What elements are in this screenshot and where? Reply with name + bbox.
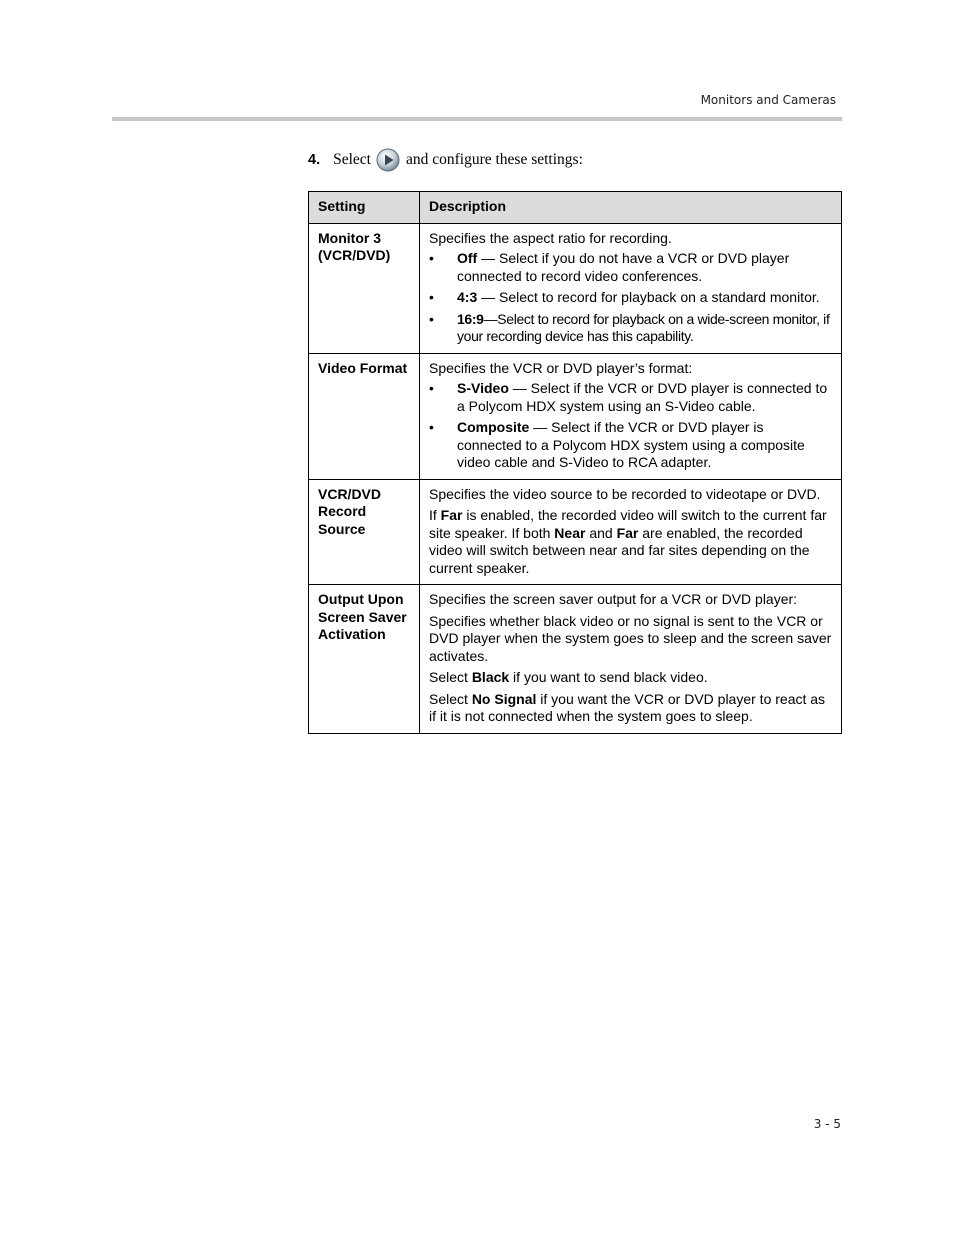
- description-paragraph: Specifies whether black video or no signal is sent to the VCR or DVD player when the system goes to sleep and the screen saver activates.: [429, 612, 832, 664]
- text-run: is enabled, the recorded video will switch to the current far site speaker. If both: [429, 507, 827, 541]
- option-list: [429, 380, 832, 472]
- step-number: 4.: [308, 152, 321, 168]
- list-item: [429, 311, 832, 346]
- description-intro: Specifies the aspect ratio for recording.: [429, 229, 672, 246]
- option-term: Off: [457, 250, 478, 266]
- text-run: Select: [429, 669, 472, 685]
- table-row: [309, 353, 842, 479]
- page-number: 3 - 5: [813, 1117, 841, 1131]
- text-run: and: [585, 524, 617, 541]
- description-paragraph: [429, 691, 832, 726]
- bold-term: Black: [471, 669, 510, 685]
- option-text: — Select if the VCR or DVD player is connected to a Polycom HDX system using a composite video cable and S-Video to RCA adapter.: [457, 419, 805, 470]
- table-row: [309, 479, 842, 585]
- column-header-description: Description: [420, 192, 842, 224]
- text-run: Select: [429, 690, 472, 707]
- option-text: —Select to record for playback on a wide-screen monitor, if your recording device has this capability.: [457, 310, 830, 344]
- description-paragraph: [429, 669, 832, 687]
- running-header: Monitors and Cameras: [700, 93, 836, 107]
- option-term: 16:9: [457, 310, 484, 327]
- step-text-after: and configure these settings:: [405, 151, 583, 168]
- setting-description: [420, 353, 842, 479]
- setting-name: Output Upon Screen Saver Activation: [309, 585, 420, 734]
- list-item: [429, 380, 832, 415]
- table-row: [309, 585, 842, 734]
- description-intro: Specifies the VCR or DVD player’s format:: [429, 359, 693, 376]
- bold-term: Far: [616, 524, 639, 541]
- list-item: [429, 250, 832, 285]
- setting-description: [420, 479, 842, 585]
- table-row: [309, 223, 842, 353]
- play-icon[interactable]: [376, 148, 400, 172]
- list-item: [429, 289, 832, 307]
- setting-name: Monitor 3 (VCR/DVD): [309, 223, 420, 353]
- table-header-row: [309, 192, 842, 224]
- option-text: — Select to record for playback on a standard monitor.: [477, 289, 820, 305]
- description-paragraph: [429, 507, 832, 577]
- option-text: — Select if the VCR or DVD player is connected to a Polycom HDX system using an S-Video cable.: [457, 380, 828, 414]
- bold-term: Far: [440, 507, 463, 523]
- option-term: S-Video: [457, 380, 509, 396]
- setting-description: [420, 585, 842, 734]
- step-text-before: Select: [333, 151, 371, 168]
- step-instruction: [308, 146, 583, 174]
- settings-table: [308, 191, 842, 734]
- option-list: [429, 250, 832, 346]
- text-run: If: [429, 507, 441, 523]
- setting-name: Video Format: [309, 353, 420, 479]
- column-header-setting: Setting: [309, 192, 420, 224]
- text-run: are enabled, the recorded video will switch between near and far sites depending on the current speaker.: [429, 524, 810, 576]
- setting-description: [420, 223, 842, 353]
- description-paragraph: Specifies the screen saver output for a VCR or DVD player:: [429, 591, 798, 607]
- header-divider: [112, 117, 842, 121]
- text-run: if you want to send black video.: [509, 669, 708, 685]
- text-run: if you want the VCR or DVD player to react as if it is not connected when the system goes to sleep.: [429, 690, 826, 724]
- list-item: [429, 419, 832, 472]
- option-term: 4:3: [457, 289, 478, 305]
- bold-term: Near: [554, 524, 586, 541]
- setting-name: VCR/DVD Record Source: [309, 479, 420, 585]
- option-text: — Select if you do not have a VCR or DVD player connected to record video conferences.: [457, 250, 790, 284]
- description-paragraph: Specifies the video source to be recorded to videotape or DVD.: [429, 485, 821, 502]
- bold-term: No Signal: [471, 690, 537, 707]
- option-term: Composite: [457, 419, 530, 435]
